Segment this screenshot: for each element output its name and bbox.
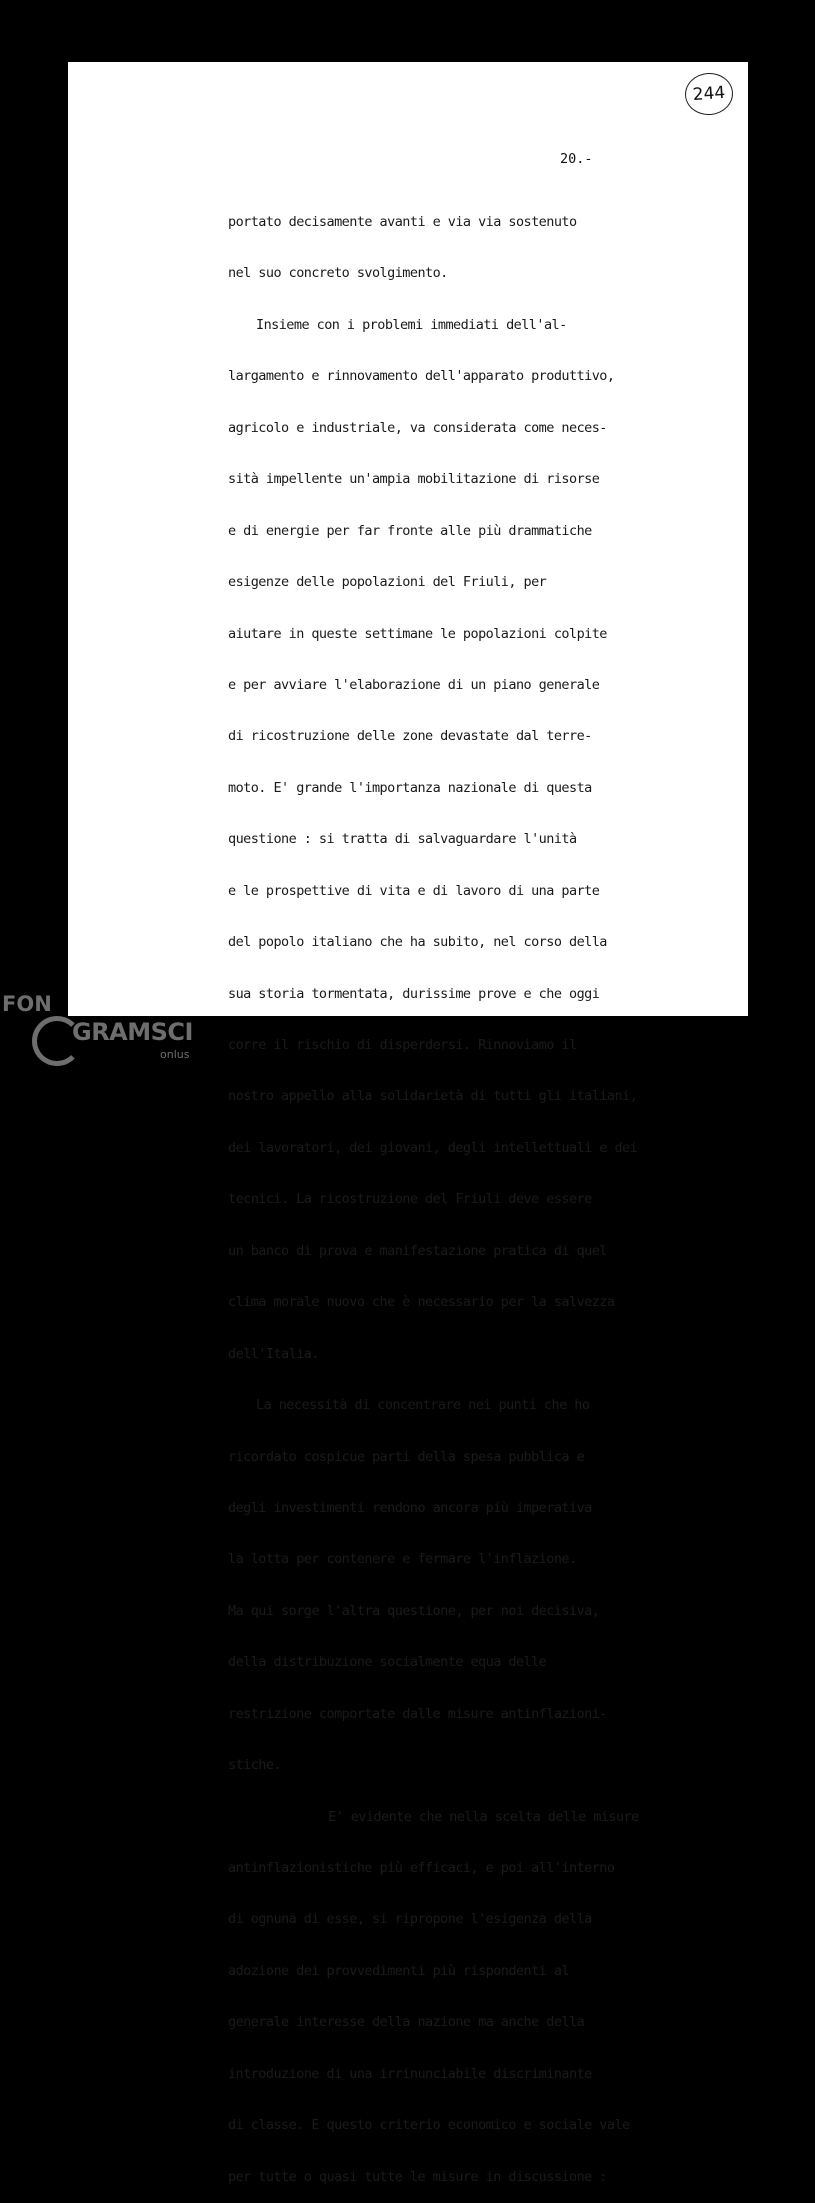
paragraph-start-line: La necessità di concentrare nei punti che ho	[256, 1397, 590, 1414]
paragraph-start-line: E' evidente che nella scelta delle misure	[328, 1808, 639, 1825]
text-line: e per avviare l'elaborazione di un piano generale	[228, 676, 600, 693]
text-line: agricolo e industriale, va considerata come neces-	[228, 419, 607, 436]
text-line: aiutare in queste settimane le popolazioni colpite	[228, 625, 607, 642]
archive-number-text: 244	[692, 82, 726, 106]
text-line: clima morale nuovo che è necessario per la salvezza	[228, 1294, 615, 1311]
text-line: questione : si tratta di salvaguardare l'unità	[228, 831, 577, 848]
text-line: stiche.	[228, 1757, 282, 1774]
text-line: largamento e rinnovamento dell'apparato produttivo,	[228, 368, 615, 385]
logo-text-gramsci: GRAMSCI	[72, 1018, 193, 1046]
text-line: moto. E' grande l'importanza nazionale di questa	[228, 779, 592, 796]
logo-text-onlus: onlus	[160, 1048, 190, 1061]
text-line: per tutte o quasi tutte le misure in discussione :	[228, 2168, 607, 2185]
text-line: corre il rischio di disperdersi. Rinnoviamo il	[228, 1037, 577, 1053]
text-line: di ricostruzione delle zone devastate dal terre-	[228, 728, 592, 745]
text-line: nel suo concreto svolgimento.	[228, 265, 448, 282]
text-line: dei lavoratori, dei giovani, degli intellettuali e dei	[228, 1139, 638, 1156]
text-line: sua storia tormentata, durissime prove e che oggi	[228, 985, 600, 1002]
text-line: introduzione di una irrinunciabile discriminante	[228, 2065, 592, 2082]
text-line: esigenze delle popolazioni del Friuli, per	[228, 574, 547, 591]
text-line: un banco di prova e manifestazione pratica di quel	[228, 1242, 607, 1259]
text-line: e di energie per far fronte alle più drammatiche	[228, 522, 592, 539]
text-line: la lotta per contenere e fermare l'inflazione.	[228, 1551, 577, 1568]
logo-text-fon: FON	[2, 992, 52, 1016]
text-line: nostro appello alla solidarietà di tutti gli italiani,	[228, 1088, 638, 1105]
fondazione-gramsci-logo	[0, 988, 220, 1080]
text-line: del popolo italiano che ha subito, nel corso della	[228, 934, 607, 951]
text-line: antinflazionistiche più efficaci, e poi all'interno	[228, 1860, 615, 1876]
text-line: generale interesse della nazione ma anche della	[228, 2014, 585, 2031]
text-line: dell'Italia.	[228, 1345, 319, 1362]
text-line: di ognuna di esse, si ripropone l'esigenza della	[228, 1911, 592, 1928]
text-line: e le prospettive di vita e di lavoro di una parte	[228, 882, 600, 899]
text-line: tecnici. La ricostruzione del Friuli deve essere	[228, 1191, 592, 1208]
text-line: ricordato cospicue parti della spesa pubblica e	[228, 1448, 585, 1465]
paragraph-start-line: Insieme con i problemi immediati dell'al-	[256, 316, 567, 333]
text-line: Ma qui sorge l'altra questione, per noi decisiva,	[228, 1602, 600, 1619]
page-number: 20.-	[560, 151, 593, 167]
text-line: degli investimenti rendono ancora più imperativa	[228, 1499, 592, 1516]
document-body	[228, 181, 668, 2203]
text-line: portato decisamente avanti e via via sostenuto	[228, 214, 577, 230]
text-line: restrizione comportate dalle misure antinflazioni-	[228, 1705, 607, 1722]
text-line: della distribuzione socialmente equa delle	[228, 1654, 547, 1671]
text-line: sità impellente un'ampia mobilitazione di risorse	[228, 471, 600, 488]
text-line: di classe. E questo criterio economico e sociale vale	[228, 2117, 630, 2134]
text-line: adozione dei provvedimenti più rispondenti al	[228, 1962, 569, 1979]
